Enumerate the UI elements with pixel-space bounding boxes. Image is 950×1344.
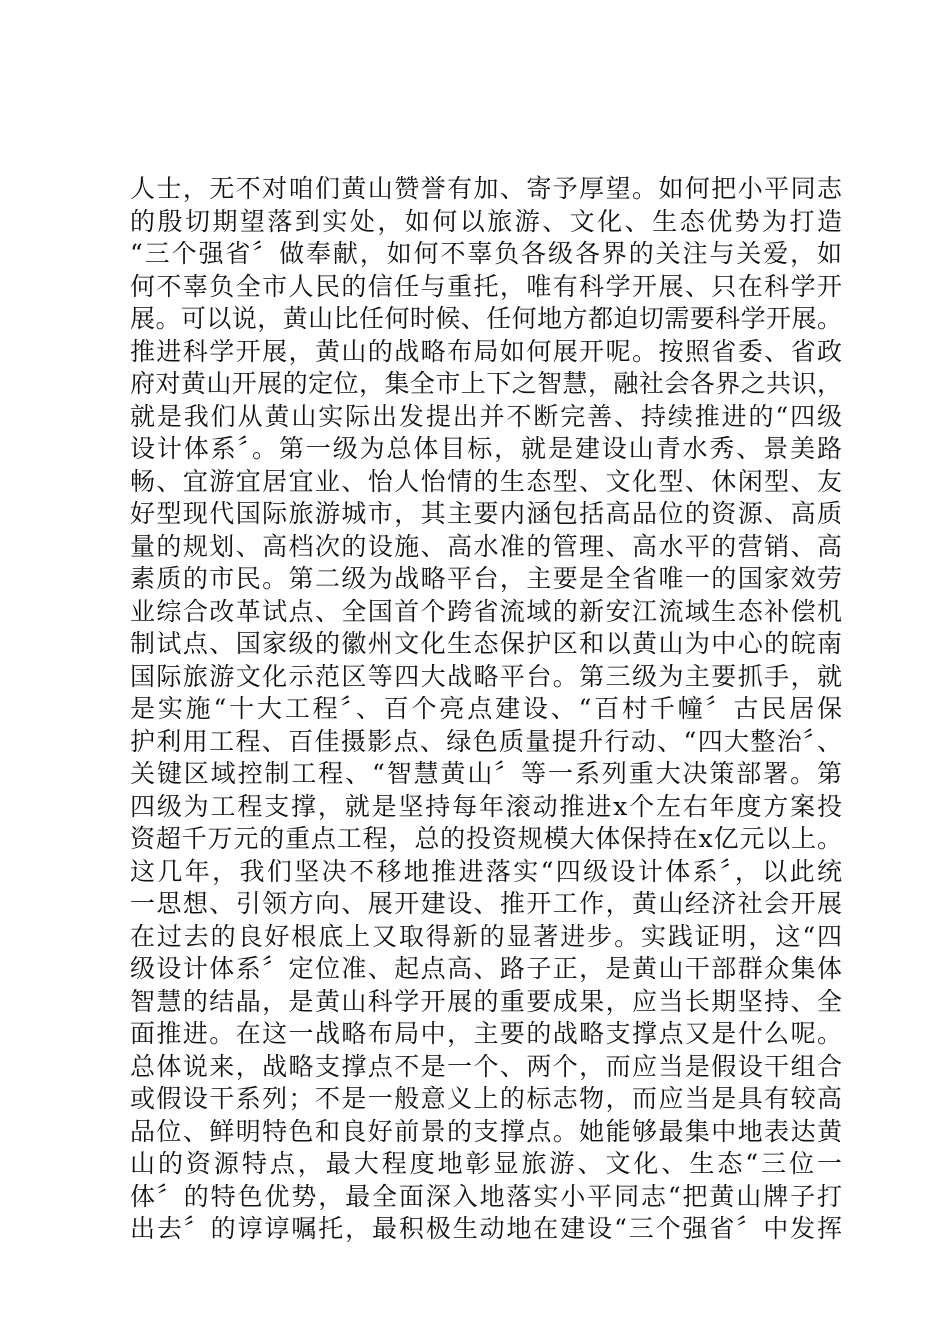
text-line: 人士，无不对咱们黄山赞誉有加、寄予厚望。如何把小平同志 <box>130 174 842 203</box>
text-line: 的殷切期望落到实处，如何以旅游、文化、生态优势为打造 <box>130 206 842 236</box>
text-line: 品位、鲜明特色和良好前景的支撑点。她能够最集中地表达黄 <box>130 1116 842 1146</box>
text-line: 在过去的良好根底上又取得新的显著进步。实践证明，这“四 <box>130 921 842 951</box>
text-line: 这几年，我们坚决不移地推进落实“四级设计体系〞，以此统 <box>130 856 842 886</box>
text-line: 府对黄山开展的定位，集全市上下之智慧，融社会各界之共识， <box>130 369 842 398</box>
text-line: 国际旅游文化示范区等四大战略平台。第三级为主要抓手，就 <box>130 661 842 691</box>
text-line: 设计体系〞。第一级为总体目标，就是建设山青水秀、景美路 <box>130 434 842 463</box>
text-line: 四级为工程支撑，就是坚持每年滚动推进x个左右年度方案投 <box>130 791 842 821</box>
text-line: 总体说来，战略支撑点不是一个、两个，而应当是假设干组合 <box>130 1051 842 1081</box>
text-line: 好型现代国际旅游城市，其主要内涵包括高品位的资源、高质 <box>130 499 842 528</box>
text-line: 智慧的结晶，是黄山科学开展的重要成果，应当长期坚持、全 <box>130 986 842 1016</box>
text-line: 出去〞的谆谆嘱托，最积极生动地在建设“三个强省〞中发挥 <box>130 1214 842 1243</box>
text-line: 是实施“十大工程〞、百个亮点建设、“百村千幢〞古民居保 <box>130 694 842 723</box>
text-line: 面推进。在这一战略布局中，主要的战略支撑点又是什么呢。 <box>130 1019 842 1048</box>
text-line: 量的规划、高档次的设施、高水准的管理、高水平的营销、高 <box>130 531 842 561</box>
text-line: 级设计体系〞定位准、起点高、路子正，是黄山干部群众集体 <box>130 954 842 983</box>
text-line: 畅、宜游宜居宜业、怡人怡情的生态型、文化型、休闲型、友 <box>130 466 842 496</box>
text-line: 体〞的特色优势，最全面深入地落实小平同志“把黄山牌子打 <box>130 1181 842 1211</box>
text-line: 关键区域控制工程、“智慧黄山〞等一系列重大决策部署。第 <box>130 759 842 788</box>
text-line: 制试点、国家级的徽州文化生态保护区和以黄山为中心的皖南 <box>130 629 842 658</box>
text-line: 或假设干系列；不是一般意义上的标志物，而应当是具有较高 <box>130 1084 842 1113</box>
text-line: 山的资源特点，最大程度地彰显旅游、文化、生态“三位一 <box>130 1149 842 1178</box>
text-line: 何不辜负全市人民的信任与重托，唯有科学开展、只在科学开 <box>130 271 842 301</box>
text-line: 素质的市民。第二级为战略平台，主要是全省唯一的国家效劳 <box>130 564 842 593</box>
text-line: “三个强省〞做奉献，如何不辜负各级各界的关注与关爱，如 <box>130 239 842 268</box>
body-text <box>130 173 842 1246</box>
text-line: 就是我们从黄山实际出发提出并不断完善、持续推进的“四级 <box>130 401 842 431</box>
text-line: 推进科学开展，黄山的战略布局如何展开呢。按照省委、省政 <box>130 336 842 366</box>
text-line: 一思想、引领方向、展开建设、推开工作，黄山经济社会开展 <box>130 889 842 918</box>
text-line: 业综合改革试点、全国首个跨省流域的新安江流域生态补偿机 <box>130 596 842 626</box>
text-line: 展。可以说，黄山比任何时候、任何地方都迫切需要科学开展。 <box>130 304 842 333</box>
text-line: 资超千万元的重点工程，总的投资规模大体保持在x亿元以上。 <box>130 824 842 853</box>
text-line: 护利用工程、百佳摄影点、绿色质量提升行动、“四大整治〞、 <box>130 726 842 756</box>
